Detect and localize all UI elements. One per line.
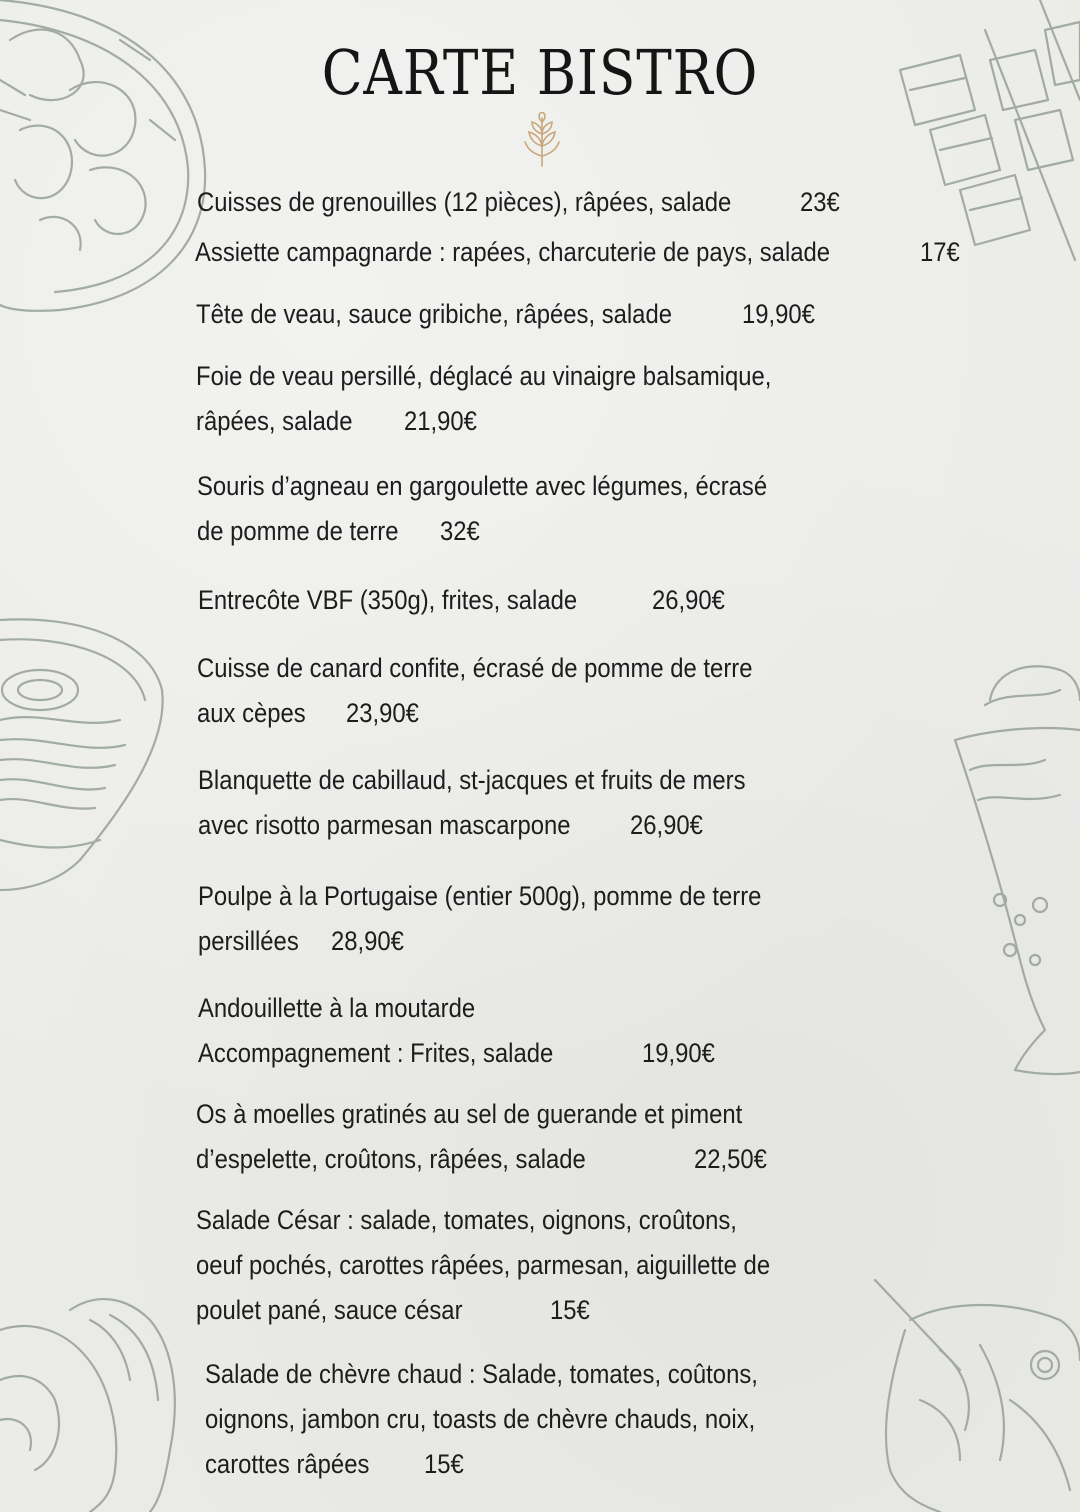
noodle-bowl-sketch: [0, 619, 163, 890]
menu-item: [198, 986, 553, 1076]
menu-item-price: 19,90€: [742, 299, 815, 329]
menu-item: [196, 354, 771, 444]
menu-item-description: oignons, jambon cru, toasts de chèvre chauds, noix,: [205, 1404, 756, 1434]
menu-item-price: 22,50€: [694, 1144, 767, 1174]
menu-item-description: Entrecôte VBF (350g), frites, salade: [198, 585, 578, 615]
parfait-glass-sketch: [955, 666, 1080, 1074]
sandwich-sketch: [0, 1299, 175, 1512]
menu-item-description: Tête de veau, sauce gribiche, râpées, salade: [196, 299, 672, 329]
menu-item-price: 17€: [920, 237, 960, 267]
menu-item: [196, 292, 672, 337]
menu-item-description: de pomme de terre: [197, 516, 399, 546]
menu-item-description: d’espelette, croûtons, râpées, salade: [196, 1144, 586, 1174]
menu-item: [198, 578, 577, 623]
menu-item: [205, 1352, 758, 1487]
cocktail-sketch: [875, 1280, 1080, 1512]
menu-item-description: avec risotto parmesan mascarpone: [198, 810, 571, 840]
menu-item-description: Cuisse de canard confite, écrasé de pomme de terre: [197, 653, 753, 683]
menu-item-description: oeuf pochés, carottes râpées, parmesan, aiguillette de: [196, 1250, 771, 1280]
menu-item-description: Accompagnement : Frites, salade: [198, 1038, 554, 1068]
menu-item-price: 28,90€: [331, 926, 404, 956]
menu-item-price: 23€: [800, 187, 840, 217]
menu-item-price: 32€: [440, 516, 480, 546]
wheat-icon: [522, 112, 562, 168]
menu-item-description: Blanquette de cabillaud, st-jacques et fruits de mers: [198, 765, 746, 795]
menu-title: CARTE BISTRO: [321, 36, 759, 109]
menu-item-price: 26,90€: [630, 810, 703, 840]
menu-item-description: râpées, salade: [196, 406, 353, 436]
menu-item: [196, 1198, 770, 1333]
menu-item: [198, 874, 761, 964]
menu-item-price: 23,90€: [346, 698, 419, 728]
menu-item-description: Cuisses de grenouilles (12 pièces), râpées, salade: [197, 187, 732, 217]
menu-item: [197, 646, 752, 736]
menu-item-description: Salade de chèvre chaud : Salade, tomates, coûtons,: [205, 1359, 758, 1389]
menu-item-description: Andouillette à la moutarde: [198, 993, 476, 1023]
menu-item: [195, 230, 830, 275]
menu-item-description: Souris d’agneau en gargoulette avec légumes, écrasé: [197, 471, 768, 501]
menu-item-description: persillées: [198, 926, 299, 956]
menu-item-description: aux cèpes: [197, 698, 306, 728]
menu-item-price: 19,90€: [642, 1038, 715, 1068]
menu-item: [197, 464, 767, 554]
menu-item-price: 15€: [550, 1295, 590, 1325]
menu-item-description: carottes râpées: [205, 1449, 370, 1479]
menu-item-description: poulet pané, sauce césar: [196, 1295, 463, 1325]
menu-item-price: 26,90€: [652, 585, 725, 615]
menu-item-price: 21,90€: [404, 406, 477, 436]
menu-item-description: Poulpe à la Portugaise (entier 500g), pomme de terre: [198, 881, 762, 911]
menu-item-description: Os à moelles gratinés au sel de guerande et piment: [196, 1099, 743, 1129]
menu-item-description: Foie de veau persillé, déglacé au vinaigre balsamique,: [196, 361, 772, 391]
menu-item-price: 15€: [424, 1449, 464, 1479]
menu-item: [196, 1092, 742, 1182]
menu-item-description: Assiette campagnarde : rapées, charcuterie de pays, salade: [195, 237, 831, 267]
menu-item-description: Salade César : salade, tomates, oignons, croûtons,: [196, 1205, 737, 1235]
menu-item: [197, 180, 731, 225]
